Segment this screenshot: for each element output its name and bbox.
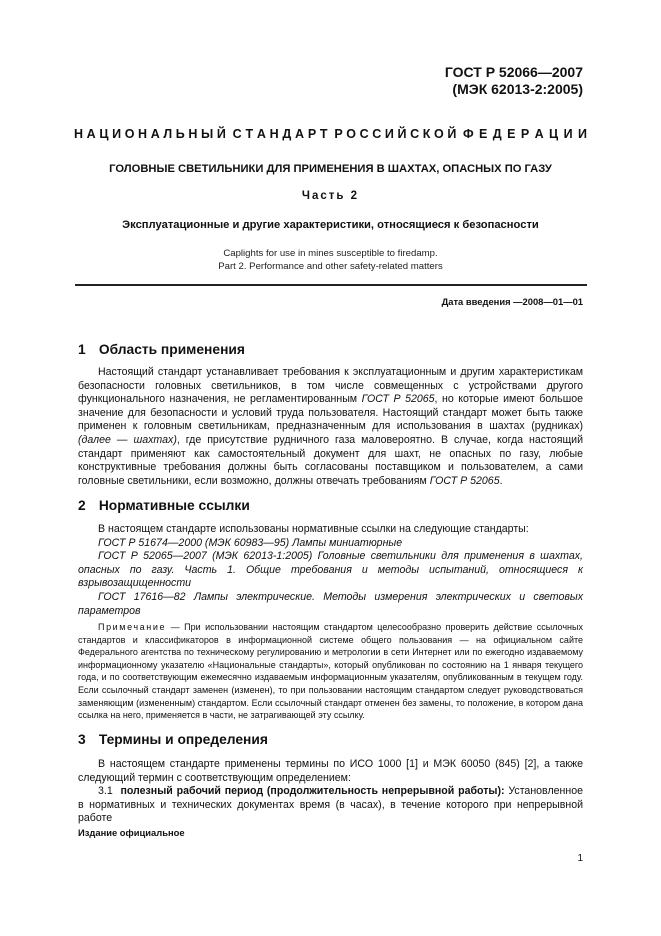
english-title	[60, 247, 601, 273]
scope-paragraph	[78, 366, 583, 488]
term-name: полезный рабочий период (продолжительность непрерывной работы):	[120, 785, 505, 798]
banner-letter: О	[433, 127, 444, 141]
banner-letter: Р	[307, 127, 317, 141]
references-intro: В настоящем стандарте использованы нормативные ссылки на следующие стандарты:	[98, 523, 529, 535]
banner-word-4	[463, 126, 587, 142]
banner-letter: С	[372, 127, 382, 141]
section-1-number: 1	[78, 342, 86, 357]
banner-letter: Н	[138, 127, 148, 141]
banner-letter: И	[384, 127, 394, 141]
banner-letter: А	[86, 127, 96, 141]
note-label: Примечание	[98, 622, 167, 632]
terms-intro: В настоящем стандарте применены термины по ИСО 1000 [1] и МЭК 60050 (845) [2], а также следующий термин с соответствующим определением:	[78, 758, 583, 784]
banner-letter: Й	[447, 127, 457, 141]
section-3-heading	[78, 731, 268, 748]
banner-letter: Й	[397, 127, 407, 141]
standard-number-block	[445, 64, 583, 98]
banner-letter: Й	[216, 127, 226, 141]
document-subtitle: Эксплуатационные и другие характеристики, относящиеся к безопасности	[122, 219, 539, 231]
banner-letter: Ы	[201, 127, 214, 141]
section-1-heading	[78, 341, 245, 358]
banner-letter: Ц	[99, 127, 109, 141]
document-title: ГОЛОВНЫЕ СВЕТИЛЬНИКИ ДЛЯ ПРИМЕНЕНИЯ В ШАХТАХ, ОПАСНЫХ ПО ГАЗУ	[109, 163, 552, 175]
english-title-line-2: Part 2. Performance and other safety-related matters	[218, 261, 443, 272]
banner-letter: А	[295, 127, 305, 141]
banner-letter: О	[124, 127, 135, 141]
section-2-title: Нормативные ссылки	[98, 498, 250, 513]
banner-letter: С	[410, 127, 420, 141]
references-note	[78, 621, 583, 722]
banner-letter: О	[346, 127, 356, 141]
reference-item: ГОСТ Р 51674—2000 (МЭК 60983—95) Лампы миниатюрные	[98, 536, 403, 549]
banner-letter: Ь	[175, 127, 185, 141]
banner-letter: А	[256, 127, 266, 141]
term-definition	[78, 785, 583, 826]
scope-text-3: , где присутствие рудничного газа маловероятно. В случае, когда настоящий стандарт применяют как самостоятельный документ для шахт, не опасных по газу, любые конструктивные требования должны быть согласованы поставщиком и пользователем, а сами головные светильники, если возможно, должны отвечать требованиям	[78, 433, 583, 487]
reference-item: ГОСТ Р 52065—2007 (МЭК 62013-1:2005) Головные светильники для применения в шахтах, опасных по газу. Часть 1. Общие требования и методы испытаний, относящиеся к взрывозащищенности	[78, 550, 583, 590]
banner-word-3	[334, 126, 456, 142]
note-text: — При использовании настоящим стандартом целесообразно проверить действие ссылочных стандартов и классификаторов в информационной системе общего пользования — на официальном сайте Федерального агентства по техническому регулированию и метрологии в сети Интернет или по ежегодно издаваемому информационному указателю «Национальные стандарты», который опубликован по состоянию на 1 января текущего года, и по соответствующим ежемесячно издаваемым информационным указателям, опубликованным в текущем году. Если ссылочный стандарт заменен (изменен), то при пользовании настоящим стандартом следует руководствоваться заменяющим (измененным) стандартом. Если ссылочный стандарт отменен без замены, то положение, в котором дана ссылка на него, применяется в части, не затрагивающей эту ссылку.	[78, 622, 583, 721]
banner-letter: Н	[74, 127, 84, 141]
section-3-number: 3	[78, 732, 86, 747]
banner-word-2	[233, 126, 328, 142]
scope-text-1: Настоящий стандарт устанавливает требования к эксплуатационным и другим характеристикам безопасности головных светильников, в том числе совмещенных с устройствами другого функционального назначения, не регламентированным	[78, 366, 583, 406]
english-title-line-1: Caplights for use in mines susceptible to firedamp.	[223, 248, 438, 259]
scope-text-4: .	[499, 474, 503, 487]
banner-letter: Н	[269, 127, 279, 141]
banner-letter: Т	[245, 127, 254, 141]
scope-text-italic: (далее — шахтах)	[78, 433, 177, 446]
gost-ref-link-2[interactable]: ГОСТ Р 52065	[429, 474, 500, 487]
standard-number: ГОСТ Р 52066—2007	[444, 64, 583, 80]
section-2-body	[78, 523, 583, 618]
term-definition-text: Установленное в нормативных и технических документах время (в часах), в течение которого при непрерывной работе	[78, 785, 584, 825]
banner-letter: Л	[163, 127, 173, 141]
banner-letter: Ц	[549, 127, 559, 141]
section-1-body	[78, 366, 583, 488]
section-3-body	[78, 758, 583, 826]
page-number: 1	[577, 853, 583, 864]
banner-letter: И	[112, 127, 122, 141]
introduction-date: Дата введения —2008—01—01	[441, 296, 583, 307]
banner-letter: А	[534, 127, 544, 141]
banner-letter: Е	[479, 127, 488, 141]
term-number: 3.1	[98, 785, 113, 798]
banner-letter: И	[563, 127, 573, 141]
reference-item: ГОСТ 17616—82 Лампы электрические. Методы измерения электрических и световых параметров	[78, 590, 583, 617]
section-2-heading	[78, 497, 250, 514]
banner-letter: К	[422, 127, 431, 141]
banner-word-1	[74, 126, 226, 142]
scope-text-2: , но которые имеют большое значение для безопасности и условий труда пользователя. Настоящий стандарт может быть также применен к головным светильникам, предназначенным для использования в шахтах (рудниках)	[78, 393, 583, 433]
banner-letter: Р	[520, 127, 530, 141]
national-standard-banner	[74, 126, 587, 142]
banner-letter: Д	[492, 127, 502, 141]
section-1-title: Область применения	[98, 342, 245, 357]
banner-letter: И	[577, 127, 587, 141]
banner-letter: Т	[319, 127, 328, 141]
standard-number-iec: (МЭК 62013-2:2005)	[452, 81, 583, 97]
gost-ref-link-1[interactable]: ГОСТ Р 52065	[361, 393, 435, 406]
banner-letter: Р	[334, 127, 343, 141]
part-label: Часть 2	[301, 190, 360, 202]
banner-letter: Д	[282, 127, 292, 141]
section-3-title: Термины и определения	[98, 732, 268, 747]
banner-letter: С	[232, 127, 242, 141]
section-2-number: 2	[78, 498, 86, 513]
banner-letter: Ф	[462, 127, 474, 141]
banner-letter: А	[150, 127, 160, 141]
banner-letter: Н	[188, 127, 198, 141]
title-divider	[75, 284, 587, 286]
banner-letter: С	[359, 127, 369, 141]
banner-letter: Е	[507, 127, 516, 141]
official-edition-label: Издание официальное	[78, 827, 185, 838]
